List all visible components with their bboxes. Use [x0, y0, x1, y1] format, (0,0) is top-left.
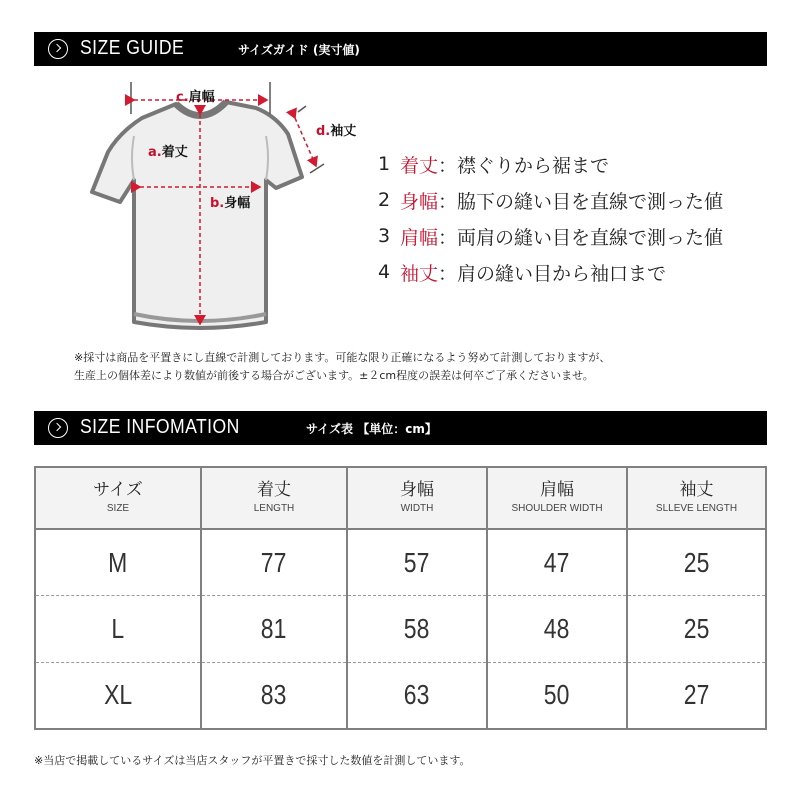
definition-item: 3 肩幅 ：両肩の縫い目を直線で測った値	[378, 225, 724, 249]
header-shoulder-width: 肩幅 SHOULDER WIDTH	[487, 467, 627, 529]
size-info-title: SIZE INFOMATION	[80, 416, 240, 438]
size-guide-header	[34, 32, 767, 66]
cell-sleeve-length: 25	[627, 529, 766, 596]
cell-shoulder-width: 48	[487, 596, 627, 663]
measurement-definitions	[378, 146, 723, 290]
definition-item: 2 身幅 ：脇下の縫い目を直線で測った値	[378, 189, 724, 213]
size-guide-title: SIZE GUIDE	[80, 37, 185, 59]
header-size: サイズ SIZE	[35, 467, 201, 529]
table-row	[35, 662, 766, 729]
cell-size: M	[108, 546, 128, 578]
cell-size: L	[35, 596, 201, 663]
label-sleeve-length: d.袖丈	[316, 124, 357, 139]
measurement-note: ※採寸は商品を平置きにし直線で計測しております。可能な限り正確になるよう努めて計測しておりますが、 生産上の個体差により数値が前後する場合がございます。±２cm程度の誤差は何卒ご了承くださいませ。	[74, 351, 611, 382]
cell-shoulder-width: 47	[487, 529, 627, 596]
size-info-subtitle: サイズ表 【単位：cm】	[306, 422, 437, 436]
table-header-row	[35, 467, 766, 529]
size-guide-subtitle: サイズガイド (実寸値)	[238, 43, 360, 57]
definition-item: 1 着丈 ：襟ぐりから裾まで	[378, 153, 610, 177]
cell-length: 77	[201, 529, 347, 596]
footnote: ※当店で掲載しているサイズは当店スタッフが平置きで採寸した数値を計測しています。	[34, 754, 471, 767]
label-body-width: b.身幅	[210, 196, 251, 211]
chevron-right-circle-icon	[48, 39, 68, 59]
size-info-header	[34, 411, 767, 445]
cell-shoulder-width: 50	[487, 662, 627, 729]
cell-width: 57	[347, 529, 487, 596]
cell-length: 81	[201, 596, 347, 663]
cell-length: 83	[201, 662, 347, 729]
table-row	[35, 596, 766, 663]
chevron-right-circle-icon	[48, 418, 68, 438]
tshirt-diagram	[80, 74, 380, 344]
table-row	[35, 529, 766, 596]
cell-width: 63	[347, 662, 487, 729]
definition-item: 4 袖丈 ：肩の縫い目から袖口まで	[378, 261, 667, 285]
header-width: 身幅 WIDTH	[347, 467, 487, 529]
label-shoulder-width: c.肩幅	[176, 90, 215, 105]
label-length: a.着丈	[148, 145, 188, 160]
header-sleeve-length: 袖丈 SLLEVE LENGTH	[627, 467, 766, 529]
header-length: 着丈 LENGTH	[201, 467, 347, 529]
cell-sleeve-length: 27	[627, 662, 766, 729]
cell-size: XL	[35, 662, 201, 729]
size-table	[34, 466, 767, 730]
cell-width: 58	[347, 596, 487, 663]
cell-sleeve-length: 25	[627, 596, 766, 663]
